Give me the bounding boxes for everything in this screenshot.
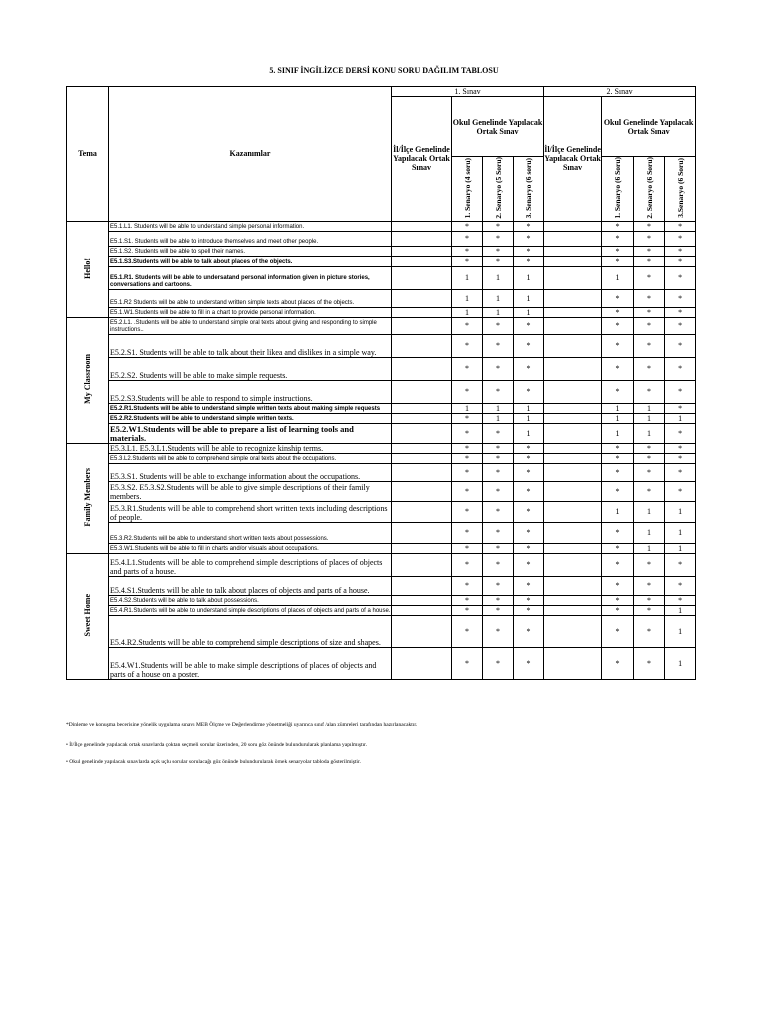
objective-text: E5.4.W1.Students will be able to make simple descriptions of places of objects and parts of a house on a poster.	[109, 647, 392, 679]
scenario-value: *	[452, 357, 483, 380]
ilce-exam-cell	[392, 423, 452, 443]
scenario-value: *	[514, 605, 544, 615]
scenario-value: *	[452, 576, 483, 595]
scenario-value: *	[665, 266, 696, 289]
scenario-value: *	[665, 289, 696, 307]
scenario-value: *	[634, 231, 665, 246]
scenario-value: *	[634, 307, 665, 317]
theme-label: My Classroom	[83, 354, 92, 405]
scenario-value: *	[665, 221, 696, 231]
scenario-value: 1	[665, 543, 696, 553]
ilce-exam-cell	[392, 543, 452, 553]
table-row	[67, 380, 696, 403]
scenario-value: *	[602, 289, 634, 307]
scenario-value: *	[634, 595, 665, 605]
ilce-exam-cell	[544, 522, 602, 543]
scenario-value: *	[452, 595, 483, 605]
scenario-value: 1	[602, 413, 634, 423]
scenario-value: 1	[514, 403, 544, 413]
scenario-value: *	[602, 443, 634, 453]
scenario-value: *	[514, 501, 544, 522]
theme-cell	[67, 553, 109, 679]
sinav2-okul-header: Okul Genelinde Yapılacak Ortak Sınav	[602, 97, 696, 157]
scenario-value: *	[483, 256, 514, 266]
table-row	[67, 453, 696, 463]
scenario-value: *	[514, 246, 544, 256]
scenario-value: *	[514, 231, 544, 246]
scenario-value: 1	[665, 615, 696, 647]
scenario-value: *	[634, 221, 665, 231]
scenario-value: *	[514, 595, 544, 605]
scenario-value: 1	[665, 413, 696, 423]
scenario-value: 1	[602, 423, 634, 443]
objective-text: E5.4.R1.Students will be able to understand simple descriptions of places of objects and parts of a house.	[109, 605, 392, 615]
scenario-value: *	[634, 380, 665, 403]
scenario-value: *	[634, 256, 665, 266]
scenario-value: 1	[665, 501, 696, 522]
scenario-value: *	[452, 615, 483, 647]
tema-header: Tema	[67, 87, 109, 222]
scenario-value: *	[634, 443, 665, 453]
objective-text: E5.3.R1.Students will be able to comprehend short written texts including descriptions of people.	[109, 501, 392, 522]
objective-text: E5.3.L1. E5.3.L1.Students will be able to recognize kinship terms.	[109, 443, 392, 453]
scenario-value: *	[602, 357, 634, 380]
ilce-exam-cell	[544, 266, 602, 289]
scenario-value: *	[634, 334, 665, 357]
ilce-exam-cell	[544, 334, 602, 357]
s1-senaryo3-header: 3. Senaryo (6 soru)	[524, 157, 534, 219]
ilce-exam-cell	[392, 647, 452, 679]
theme-cell	[67, 221, 109, 317]
scenario-value: *	[452, 605, 483, 615]
scenario-value: *	[665, 357, 696, 380]
scenario-value: *	[452, 647, 483, 679]
objective-text: E5.2.R2.Students will be able to understand simple written texts.	[109, 413, 392, 423]
sinav1-ilce-header: İl/İlçe Genelinde Yapılacak Ortak Sınav	[392, 97, 452, 222]
ilce-exam-cell	[392, 443, 452, 453]
ilce-exam-cell	[392, 380, 452, 403]
table-row	[67, 307, 696, 317]
scenario-value: *	[483, 357, 514, 380]
scenario-value: *	[665, 307, 696, 317]
ilce-exam-cell	[392, 221, 452, 231]
s1-senaryo1-header: 1. Senaryo (4 soru)	[462, 157, 472, 219]
table-row	[67, 221, 696, 231]
objective-text: E5.4.S1.Students will be able to talk about places of objects and parts of a house.	[109, 576, 392, 595]
scenario-value: *	[514, 221, 544, 231]
ilce-exam-cell	[392, 357, 452, 380]
ilce-exam-cell	[392, 522, 452, 543]
scenario-value: *	[452, 380, 483, 403]
ilce-exam-cell	[392, 553, 452, 576]
ilce-exam-cell	[392, 413, 452, 423]
ilce-exam-cell	[392, 289, 452, 307]
theme-label: Sweet Home	[83, 593, 92, 637]
ilce-exam-cell	[544, 403, 602, 413]
scenario-value: 1	[514, 307, 544, 317]
scenario-value: 1	[634, 403, 665, 413]
scenario-value: *	[634, 605, 665, 615]
objective-text: E5.2.L1. .Students will be able to understand simple oral texts about giving and responding to simple instructions..	[109, 317, 392, 334]
scenario-value: 1	[602, 266, 634, 289]
table-row	[67, 317, 696, 334]
ilce-exam-cell	[392, 615, 452, 647]
table-row	[67, 231, 696, 246]
table-row	[67, 334, 696, 357]
table-row	[67, 553, 696, 576]
table-row	[67, 481, 696, 501]
ilce-exam-cell	[544, 246, 602, 256]
scenario-value: *	[665, 246, 696, 256]
scenario-value: *	[452, 256, 483, 266]
scenario-value: *	[514, 553, 544, 576]
scenario-value: *	[634, 289, 665, 307]
theme-label: Family Members	[83, 467, 92, 527]
ilce-exam-cell	[544, 289, 602, 307]
scenario-value: *	[602, 246, 634, 256]
ilce-exam-cell	[392, 605, 452, 615]
ilce-exam-cell	[544, 595, 602, 605]
scenario-value: *	[483, 595, 514, 605]
ilce-exam-cell	[392, 266, 452, 289]
scenario-value: 1	[634, 413, 665, 423]
scenario-value: 1	[665, 647, 696, 679]
scenario-value: *	[665, 481, 696, 501]
scenario-value: *	[514, 615, 544, 647]
ilce-exam-cell	[544, 317, 602, 334]
scenario-value: 1	[634, 423, 665, 443]
distribution-table	[66, 86, 696, 680]
scenario-value: *	[634, 615, 665, 647]
scenario-value: *	[483, 481, 514, 501]
scenario-value: 1	[514, 266, 544, 289]
scenario-value: *	[452, 423, 483, 443]
scenario-value: *	[602, 522, 634, 543]
scenario-value: *	[602, 463, 634, 481]
scenario-value: *	[483, 317, 514, 334]
ilce-exam-cell	[544, 443, 602, 453]
ilce-exam-cell	[544, 413, 602, 423]
objective-text: E5.3.R2.Students will be able to understand short written texts about possessions.	[109, 522, 392, 543]
page-title: 5. SINIF İNGİLİZCE DERSİ KONU SORU DAĞILIM TABLOSU	[269, 66, 499, 75]
table-row	[67, 256, 696, 266]
table-row	[67, 413, 696, 423]
scenario-value: *	[483, 553, 514, 576]
theme-cell	[67, 317, 109, 443]
scenario-value: *	[602, 605, 634, 615]
scenario-value: 1	[452, 307, 483, 317]
scenario-value: *	[602, 615, 634, 647]
objective-text: E5.1.R1. Students will be able to undersatand personal information given in picture stories, conversations and cartoons.	[109, 266, 392, 289]
scenario-value: *	[452, 481, 483, 501]
ilce-exam-cell	[544, 501, 602, 522]
scenario-value: *	[634, 246, 665, 256]
scenario-value: *	[514, 453, 544, 463]
objective-text: E5.1.W1.Students will be able to fill in a chart to provide personal information.	[109, 307, 392, 317]
scenario-value: *	[514, 576, 544, 595]
ilce-exam-cell	[544, 221, 602, 231]
scenario-value: 1	[452, 403, 483, 413]
scenario-value: *	[514, 380, 544, 403]
scenario-value: *	[514, 647, 544, 679]
scenario-value: *	[665, 334, 696, 357]
scenario-value: *	[514, 481, 544, 501]
scenario-value: *	[514, 443, 544, 453]
ilce-exam-cell	[544, 307, 602, 317]
ilce-exam-cell	[544, 481, 602, 501]
objective-text: E5.2.W1.Students will be able to prepare a list of learning tools and materials.	[109, 423, 392, 443]
scenario-value: *	[452, 522, 483, 543]
sinav2-ilce-header: İl/İlçe Genelinde Yapılacak Ortak Sınav	[544, 97, 602, 222]
scenario-value: *	[514, 317, 544, 334]
sinav1-header: 1. Sınav	[392, 87, 544, 97]
ilce-exam-cell	[544, 231, 602, 246]
ilce-exam-cell	[544, 615, 602, 647]
scenario-value: 1	[483, 403, 514, 413]
scenario-value: *	[483, 423, 514, 443]
ilce-exam-cell	[392, 307, 452, 317]
objective-text: E5.4.L1.Students will be able to comprehend simple descriptions of places of objects and parts of a house.	[109, 553, 392, 576]
scenario-value: *	[483, 463, 514, 481]
scenario-value: *	[602, 481, 634, 501]
scenario-value: *	[602, 576, 634, 595]
scenario-value: *	[602, 221, 634, 231]
scenario-value: 1	[483, 289, 514, 307]
scenario-value: 1	[514, 423, 544, 443]
table-row	[67, 501, 696, 522]
scenario-value: *	[483, 647, 514, 679]
scenario-value: *	[634, 317, 665, 334]
scenario-value: *	[602, 543, 634, 553]
ilce-exam-cell	[544, 553, 602, 576]
footnote: *Dinleme ve konuşma becerisine yönelik uygulama sınavı MEB Ölçme ve Değerlendirme yönetmeliği uyarınca sınıf /alan zümreleri tarafından hazırlanacaktır.	[66, 722, 418, 728]
scenario-value: *	[602, 307, 634, 317]
objective-text: E5.1.S2. Students will be able to spell their names.	[109, 246, 392, 256]
ilce-exam-cell	[544, 380, 602, 403]
table-row	[67, 576, 696, 595]
objective-text: E5.2.R1.Students will be able to understand simple written texts about making simple requests	[109, 403, 392, 413]
objective-text: E5.2.S3.Students will be able to respond to simple instructions.	[109, 380, 392, 403]
scenario-value: *	[483, 576, 514, 595]
ilce-exam-cell	[544, 256, 602, 266]
scenario-value: 1	[452, 266, 483, 289]
objective-text: E5.3.S1. Students will be able to exchange information about the occupations.	[109, 463, 392, 481]
theme-label: Hello!	[83, 257, 92, 279]
scenario-value: 1	[602, 403, 634, 413]
table-row	[67, 357, 696, 380]
scenario-value: *	[602, 647, 634, 679]
scenario-value: *	[602, 553, 634, 576]
ilce-exam-cell	[544, 605, 602, 615]
scenario-value: *	[665, 463, 696, 481]
ilce-exam-cell	[392, 334, 452, 357]
scenario-value: *	[452, 453, 483, 463]
objective-text: E5.1.S1. Students will be able to introduce themselves and meet other people.	[109, 231, 392, 246]
sinav1-okul-header: Okul Genelinde Yapılacak Ortak Sınav	[452, 97, 544, 157]
scenario-value: *	[665, 576, 696, 595]
table-row	[67, 615, 696, 647]
scenario-value: 1	[602, 501, 634, 522]
scenario-value: *	[452, 221, 483, 231]
table-row	[67, 403, 696, 413]
scenario-value: *	[452, 501, 483, 522]
scenario-value: *	[514, 522, 544, 543]
scenario-value: *	[634, 553, 665, 576]
scenario-value: *	[602, 256, 634, 266]
objective-text: E5.1.R2 Students will be able to understand written simple texts about places of the objects.	[109, 289, 392, 307]
scenario-value: *	[602, 334, 634, 357]
scenario-value: 1	[665, 605, 696, 615]
scenario-value: *	[514, 357, 544, 380]
objective-text: E5.2.S1. Students will be able to talk about their likea and dislikes in a simple way.	[109, 334, 392, 357]
sinav2-header: 2. Sınav	[544, 87, 696, 97]
scenario-value: *	[483, 453, 514, 463]
s2-senaryo3-header: 3.Senaryo (6 Soru)	[675, 157, 685, 218]
s1-senaryo2-header: 2. Senaryo (5 Soru)	[493, 157, 503, 219]
table-row	[67, 289, 696, 307]
ilce-exam-cell	[544, 463, 602, 481]
objective-text: E5.4.S2.Students will be able to talk about possessions.	[109, 595, 392, 605]
scenario-value: *	[665, 443, 696, 453]
scenario-value: *	[452, 463, 483, 481]
table-row	[67, 647, 696, 679]
scenario-value: *	[452, 246, 483, 256]
objective-text: E5.1.L1. Students will be able to understand simple personal information.	[109, 221, 392, 231]
scenario-value: 1	[514, 289, 544, 307]
scenario-value: *	[514, 463, 544, 481]
scenario-value: *	[665, 403, 696, 413]
scenario-value: *	[483, 334, 514, 357]
scenario-value: *	[452, 443, 483, 453]
s2-senaryo1-header: 1. Senaryo (6 Soru)	[613, 157, 623, 219]
scenario-value: *	[483, 221, 514, 231]
scenario-value: *	[634, 357, 665, 380]
table-row	[67, 605, 696, 615]
scenario-value: *	[634, 576, 665, 595]
ilce-exam-cell	[392, 246, 452, 256]
objective-text: E5.3.W1.Students will be able to fill in charts and/or visuals about occupations.	[109, 543, 392, 553]
scenario-value: 1	[514, 413, 544, 423]
scenario-value: 1	[665, 522, 696, 543]
scenario-value: *	[483, 543, 514, 553]
scenario-value: *	[602, 453, 634, 463]
footnote: • Okul genelinde yapılacak sınavlarda açık uçlu sorular sorulacağı göz önünde bulundurularak örnek senaryolar tabloda gösterilmiştir.	[66, 759, 361, 765]
scenario-value: *	[483, 443, 514, 453]
footnote: • İl/İlçe genelinde yapılacak ortak sınavlarda çoktan seçmeli sorular üzerinden, 20 soru göz önünde bulundurularak planlama yapılmıştır.	[66, 742, 367, 748]
table-row	[67, 543, 696, 553]
ilce-exam-cell	[392, 453, 452, 463]
objective-text: E5.2.S2. Students will be able to make simple requests.	[109, 357, 392, 380]
table-row	[67, 595, 696, 605]
theme-cell	[67, 443, 109, 553]
scenario-value: *	[602, 380, 634, 403]
scenario-value: *	[602, 231, 634, 246]
ilce-exam-cell	[392, 403, 452, 413]
table-row	[67, 463, 696, 481]
scenario-value: *	[483, 605, 514, 615]
scenario-value: *	[602, 595, 634, 605]
objective-text: E5.3.S2. E5.3.S2.Students will be able to give simple descriptions of their family members.	[109, 481, 392, 501]
kazanimlar-header: Kazanımlar	[109, 87, 392, 222]
table-row	[67, 443, 696, 453]
scenario-value: *	[665, 553, 696, 576]
ilce-exam-cell	[544, 453, 602, 463]
scenario-value: *	[602, 317, 634, 334]
scenario-value: *	[665, 317, 696, 334]
scenario-value: *	[665, 231, 696, 246]
scenario-value: *	[634, 463, 665, 481]
scenario-value: *	[665, 256, 696, 266]
scenario-value: 1	[634, 522, 665, 543]
ilce-exam-cell	[544, 647, 602, 679]
table-row	[67, 246, 696, 256]
scenario-value: *	[452, 413, 483, 423]
scenario-value: *	[452, 553, 483, 576]
scenario-value: *	[483, 522, 514, 543]
scenario-value: *	[483, 380, 514, 403]
table-row	[67, 266, 696, 289]
ilce-exam-cell	[392, 595, 452, 605]
ilce-exam-cell	[392, 463, 452, 481]
scenario-value: *	[452, 543, 483, 553]
ilce-exam-cell	[392, 317, 452, 334]
s2-senaryo2-header: 2. Senaryo (6 Soru)	[644, 157, 654, 219]
scenario-value: *	[483, 615, 514, 647]
objective-text: E5.4.R2.Students will be able to comprehend simple descriptions of size and shapes.	[109, 615, 392, 647]
ilce-exam-cell	[392, 501, 452, 522]
ilce-exam-cell	[392, 576, 452, 595]
scenario-value: 1	[483, 266, 514, 289]
scenario-value: *	[452, 317, 483, 334]
table-row	[67, 522, 696, 543]
scenario-value: *	[665, 595, 696, 605]
scenario-value: *	[634, 266, 665, 289]
scenario-value: *	[483, 246, 514, 256]
objective-text: E5.3.L2.Students will be able to comprehend simple oral texts about the occupations.	[109, 453, 392, 463]
scenario-value: *	[514, 543, 544, 553]
scenario-value: *	[634, 481, 665, 501]
ilce-exam-cell	[544, 357, 602, 380]
scenario-value: 1	[634, 501, 665, 522]
scenario-value: 1	[452, 289, 483, 307]
scenario-value: *	[634, 647, 665, 679]
scenario-value: 1	[483, 413, 514, 423]
scenario-value: *	[634, 453, 665, 463]
scenario-value: *	[483, 501, 514, 522]
ilce-exam-cell	[544, 543, 602, 553]
ilce-exam-cell	[392, 256, 452, 266]
table-row	[67, 423, 696, 443]
scenario-value: *	[514, 256, 544, 266]
scenario-value: *	[665, 423, 696, 443]
scenario-value: *	[665, 453, 696, 463]
ilce-exam-cell	[392, 481, 452, 501]
scenario-value: *	[452, 231, 483, 246]
ilce-exam-cell	[544, 423, 602, 443]
scenario-value: *	[514, 334, 544, 357]
scenario-value: *	[483, 231, 514, 246]
scenario-value: *	[452, 334, 483, 357]
ilce-exam-cell	[392, 231, 452, 246]
ilce-exam-cell	[544, 576, 602, 595]
scenario-value: *	[665, 380, 696, 403]
objective-text: E5.1.S3.Students will be able to talk about places of the objects.	[109, 256, 392, 266]
scenario-value: 1	[634, 543, 665, 553]
scenario-value: 1	[483, 307, 514, 317]
